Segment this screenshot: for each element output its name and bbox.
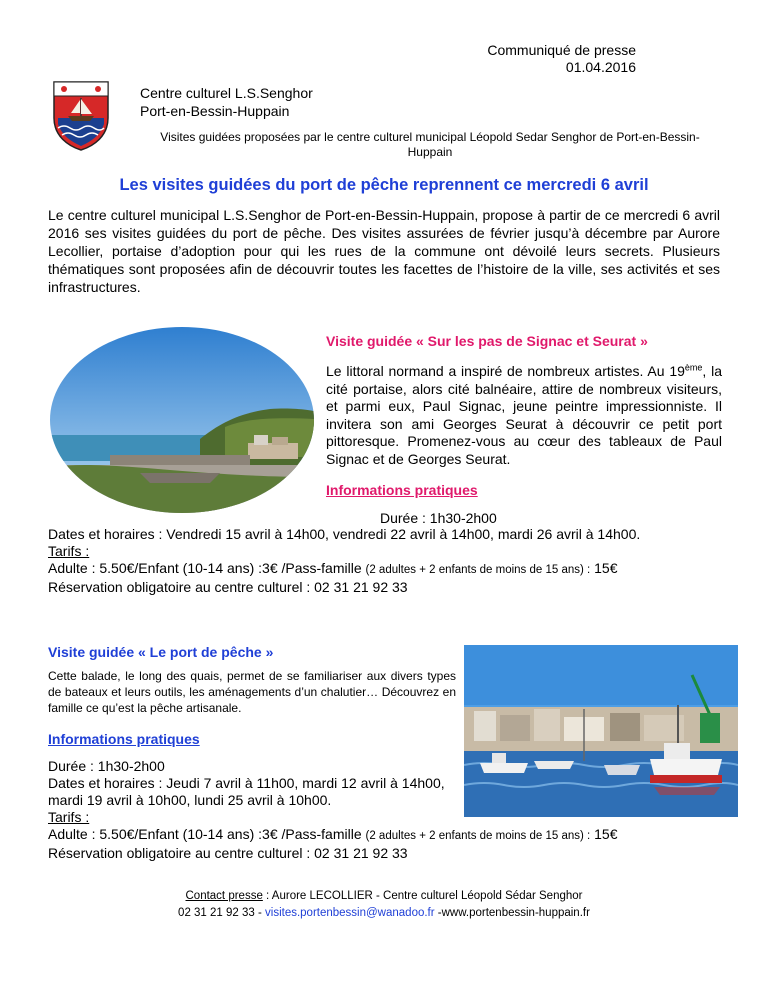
- tour1-title: Visite guidée « Sur les pas de Signac et Seurat »: [326, 333, 648, 349]
- center-name-line: Centre culturel L.S.Senghor: [140, 85, 313, 101]
- tour2-reservation: Réservation obligatoire au centre culturel : 02 31 21 92 33: [48, 845, 408, 861]
- press-release-header: [487, 42, 636, 76]
- tour2-title: Visite guidée « Le port de pêche »: [48, 644, 274, 660]
- contact-label: Contact presse: [185, 890, 263, 902]
- intro-paragraph: Le centre culturel municipal L.S.Senghor de Port-en-Bessin-Huppain, propose à partir de ce mercredi 6 avril 2016 ses visites guidées du port de pêche. Des visites assurées de février jusqu’à décembre par Aurore Lecollier, portaise d’adoption pour qui les rues de la commune ont dévoilé leurs secrets. Plusieurs thématiques sont proposées afin de découvrir toutes les facettes de l’histoire de la ville, ses activités et ses infrastructures.: [48, 207, 720, 295]
- fishing-port-photo: [464, 645, 738, 817]
- tour2-description: Cette balade, le long des quais, permet de se familiariser aux divers types de bateaux et leurs outils, les aménagements d’un chalutier… Découvrez en famille ce qu’est la pêche artisanale.: [48, 669, 456, 715]
- tour1-tarifs: [48, 560, 738, 579]
- tour1-description: [326, 363, 722, 468]
- press-label: Communiqué de presse: [487, 42, 636, 58]
- tour2-tarifs-main: Adulte : 5.50€/Enfant (10-14 ans) :3€ /Pass-famille: [48, 826, 366, 842]
- tour1-tarifs-label: Tarifs :: [48, 543, 90, 559]
- coastal-cliff-photo: [50, 327, 314, 513]
- tour2-tarifs-price: 15€: [590, 826, 618, 842]
- tour1-practical-info: [48, 526, 738, 596]
- tour2-practical-info: [48, 758, 458, 826]
- footer-contact-line: [84, 888, 684, 905]
- subtitle: Visites guidées proposées par le centre culturel municipal Léopold Sedar Senghor de Port-en-Bessin-Huppain: [160, 130, 700, 159]
- cultural-center-name: [140, 84, 313, 120]
- footer-email-link[interactable]: visites.portenbessin@wanadoo.fr: [265, 907, 435, 919]
- tour2-info-heading: Informations pratiques: [48, 731, 200, 747]
- release-date: 01.04.2016: [565, 59, 636, 75]
- headline: Les visites guidées du port de pêche reprennent ce mercredi 6 avril: [119, 176, 649, 194]
- tour2-tarifs-detail: (2 adultes + 2 enfants de moins de 15 ans) :: [365, 830, 591, 842]
- footer-details-line: [84, 905, 684, 922]
- press-contact-footer: [84, 888, 684, 922]
- tour1-duration: Durée : 1h30-2h00: [380, 510, 497, 526]
- tour1-desc-part1: Le littoral normand a inspiré de nombreux artistes. Au 19: [326, 363, 685, 379]
- tour2-dates: Dates et horaires : Jeudi 7 avril à 11h00, mardi 12 avril à 14h00, mardi 19 avril à 10h00, lundi 25 avril à 10h00.: [48, 775, 445, 808]
- tour1-desc-superscript: ème: [684, 362, 703, 373]
- tour1-info-heading: Informations pratiques: [326, 482, 478, 498]
- tour1-dates: Dates et horaires : Vendredi 15 avril à 14h00, vendredi 22 avril à 14h00, mardi 26 avril à 14h00.: [48, 526, 641, 542]
- tour1-tarifs-main: Adulte : 5.50€/Enfant (10-14 ans) :3€ /Pass-famille: [48, 560, 366, 576]
- tour1-tarifs-price: 15€: [590, 560, 618, 576]
- tour2-duration: Durée : 1h30-2h00: [48, 758, 165, 774]
- tour1-tarifs-detail: (2 adultes + 2 enfants de moins de 15 ans) :: [365, 564, 591, 576]
- tour2-practical-info-2: [48, 826, 738, 862]
- footer-website: -www.portenbessin-huppain.fr: [434, 907, 590, 919]
- footer-phone: 02 31 21 92 33 -: [178, 907, 266, 919]
- center-town-line: Port-en-Bessin-Huppain: [140, 103, 290, 119]
- town-crest-logo: [52, 80, 110, 152]
- tour2-tarifs: [48, 826, 738, 845]
- contact-text: : Aurore LECOLLIER - Centre culturel Léopold Sédar Senghor: [262, 890, 583, 902]
- tour1-reservation: Réservation obligatoire au centre culturel : 02 31 21 92 33: [48, 579, 408, 595]
- tour2-tarifs-label: Tarifs :: [48, 809, 90, 825]
- tour1-desc-part2: , la cité portaise, alors cité balnéaire, attire de nombreux visiteurs, et parmi eux, Paul Signac, jeune peintre impressionniste. Il invitera son ami Georges Seurat à découvrir ce petit port pittoresque. Promenez-vous au cœur des tableaux de Paul Signac et de Georges Seurat.: [326, 363, 722, 467]
